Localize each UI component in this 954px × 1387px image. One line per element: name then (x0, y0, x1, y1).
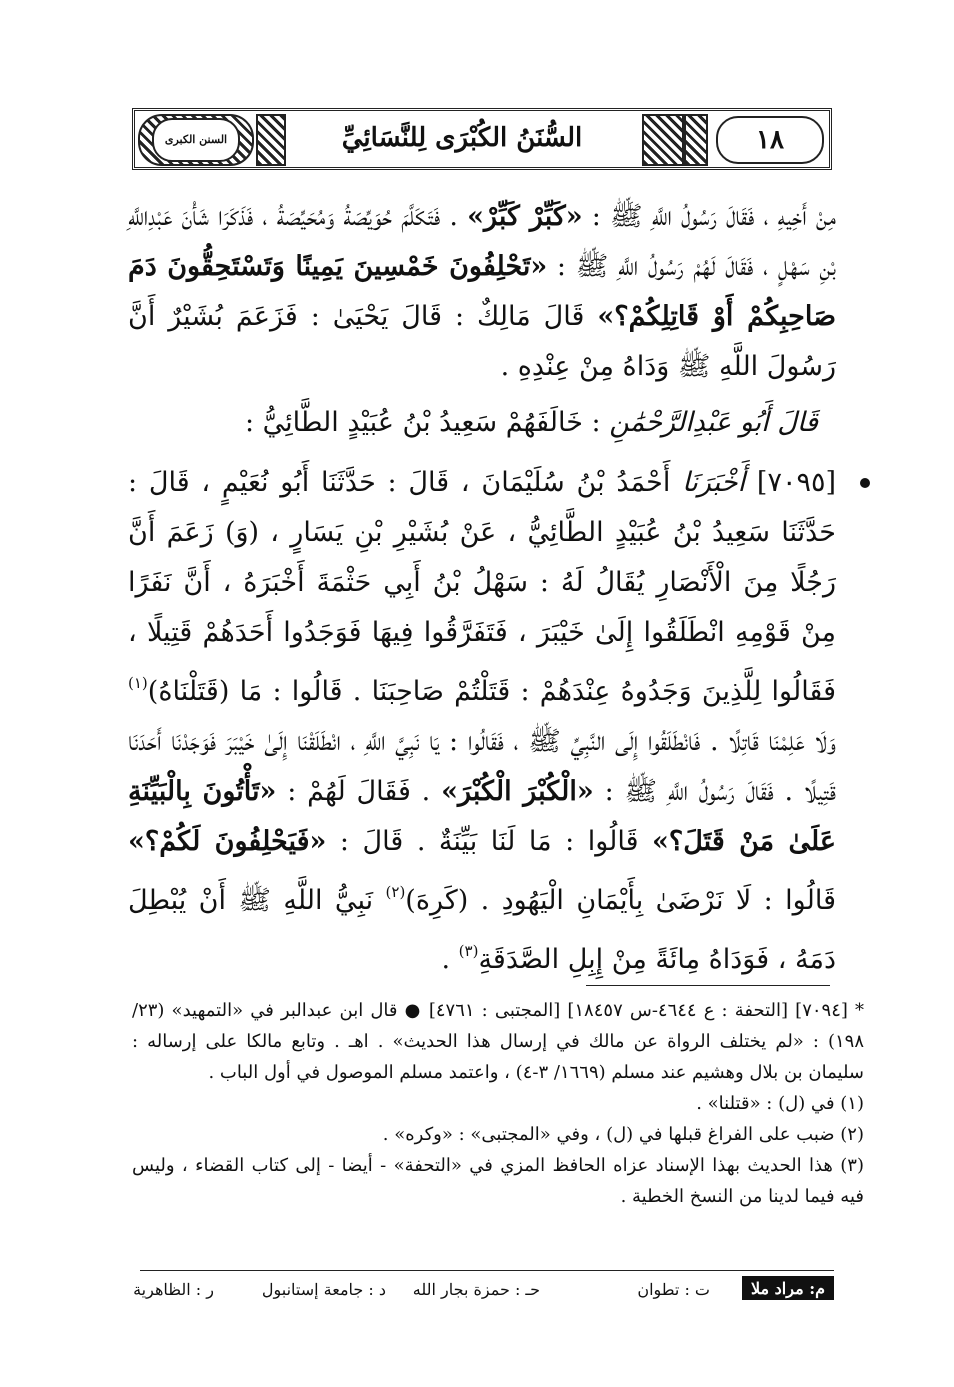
text-span: مِنْ أَخِيهِ ، فَقَالَ رَسُولُ اللَّهِ ﷺ : (582, 201, 836, 232)
ornament-right-small (684, 114, 708, 166)
text-span: وَلَا عَلِمْنَا قَاتِلًا . فَانْطَلَقُوا إِلَى النَّبِيِّ ﷺ ، فَقَالُوا : يَا نَبِيَّ اللَّهِ ، انْطَلَقْنَا إِلَىٰ خَيْبَرَ فَوَجَدْنَا أَحَدَنَا قَتِيلًا . فَقَالَ رَسُولُ اللَّهِ ﷺ : (128, 726, 836, 807)
manuscript-key (133, 1276, 834, 1306)
key-t: ت : تطوان (637, 1280, 710, 1299)
paragraph-continuation (128, 192, 836, 392)
prophet-quote: «تَحْلِفُونَ خَمْسِينَ يَمِينًا وَتَسْتَحِقُّونَ دَمَ صَاحِبِكُمْ أَوْ قَاتِلِكُمْ؟» (128, 251, 836, 332)
text-span: . فَقَالَ لَهُمْ : (276, 776, 442, 807)
seal-text: السنن الكبرى (164, 133, 228, 146)
prophet-quote: «كَبِّرْ كَبِّرْ» (467, 201, 583, 232)
text-span: . (441, 944, 459, 975)
footnote-ref: (٢) (385, 883, 406, 901)
book-title: السُّنَنُ الكُبْرَى لِلنَّسَائِيِّ (341, 123, 583, 153)
author-name: قَالَ أَبُو عَبْدِالرَّحْمَٰنِ (609, 407, 818, 438)
key-h: حـ : حمزة بجار الله (412, 1280, 540, 1299)
footnotes (132, 995, 864, 1212)
footnote-1: (١) في (ل) : «قتلنا» . (696, 1093, 864, 1114)
prophet-quote: «فَيَحْلِفُونَ لَكُمْ؟» (128, 826, 327, 857)
footnote-ref: (١) (128, 674, 148, 692)
text-span: قَالَ مَالِكٌ : قَالَ يَحْيَىٰ : فَزَعَمَ بُشَيْرٌ أَنَّ رَسُولَ اللَّهِ ﷺ وَدَاهُ مِنْ عِنْدِهِ . (128, 301, 836, 382)
key-r: ر : الظاهرية (133, 1280, 214, 1299)
prophet-quote: «الْكُبْرَ الْكُبْرَ» (441, 776, 594, 807)
text-span: أَحْمَدُ بْنُ سُلَيْمَانَ ، قَالَ : حَدَّثَنَا أَبُو نُعَيْمٍ ، قَالَ : حَدَّثَنَا سَعِيدُ بْنُ عُبَيْدٍ الطَّائِيُّ ، عَنْ بُشَيْرِ بْنِ يَسَارٍ ، (وَ) زَعَمَ أَنَّ رَجُلًا مِنَ الْأَنْصَارِ يُقَالُ لَهُ : سَهْلُ بْنُ أَبِي حَثْمَةَ أَخْبَرَهُ ، أَنَّ نَفَرًا مِنْ قَوْمِهِ انْطَلَقُوا إِلَىٰ خَيْبَرَ ، فَتَفَرَّقُوا فِيهَا فَوَجَدُوا أَحَدَهُمْ قَتِيلًا ، فَقَالُوا لِلَّذِينَ وَجَدُوهُ عِنْدَهُمْ : قَتَلْتُمْ صَاحِبَنَا . قَالُوا : مَا (قَتَلْنَاهُ) (128, 467, 836, 707)
prophet-quote: «تَأْتُونَ بِالْبَيِّنَةِ عَلَىٰ مَنْ قَتَلَ؟» (128, 776, 836, 857)
author-remark (128, 398, 836, 448)
ornament-middle (642, 114, 684, 166)
key-m: م: مراد ملا (742, 1276, 834, 1300)
text-span: : خَالَفَهُمْ سَعِيدُ بْنُ عُبَيْدٍ الطَّائِيُّ : (244, 407, 610, 438)
akhbarana-word: أَخْبَرَنَا (682, 467, 746, 498)
page-number: ١٨ (716, 116, 824, 164)
text-span: نَبِيُّ اللَّهِ ﷺ أَنْ يُبْطِلَ دَمَهُ ، فَوَدَاهُ مِائَةً مِنْ إِبِلِ الصَّدَقَةِ (128, 885, 836, 975)
footnote-3: (٣) هذا الحديث بهذا الإسناد عزاه الحافظ المزي في «التحفة» - أيضا - إلى كتاب القضاء ، وليس فيه فيما لدينا من النسخ الخطية . (132, 1155, 864, 1207)
hadith-number: [٧٠٩٥] (756, 467, 836, 498)
page-header (132, 108, 832, 170)
footer-rule (140, 1270, 834, 1271)
text-span: قَالُوا : لَا نَرْضَىٰ بِأَيْمَانِ الْيَهُودِ . (كَرِهَ) (405, 885, 836, 916)
hadith-7095 (128, 458, 836, 985)
book-seal (152, 118, 240, 162)
bullet-icon (860, 478, 870, 488)
ornament-left-small (256, 114, 286, 166)
footnote-separator (586, 985, 830, 986)
main-text (128, 192, 836, 985)
footnote-ref: (٣) (458, 942, 479, 960)
key-d: د : جامعة إستانبول (261, 1280, 386, 1299)
footnote-star: * [٧٠٩٤] [التحفة : ع ٤٦٤٤-س ١٨٤٥٧] [المجتبى : ٤٧٦١] ● قال ابن عبدالبر في «التمهيد» (٢٣/ ١٩٨) : «لم يختلف الرواة عن مالك في إرسال هذا الحديث» . اهـ . وتابع مالكا على إرساله : سليمان بن بلال وهشيم عند مسلم (١٦٦٩/ ٣-٤) ، واعتمد مسلم الموصول في أول الباب . (132, 1000, 864, 1083)
text-span: . فَتَكَلَّمَ حُوَيِّصَةُ وَمُحَيِّصَةُ ، فَذَكَرَا شَأْنَ عَبْدِاللَّهِ بْنِ سَهْلٍ ، فَقَالَ لَهُمْ رَسُولُ اللَّهِ ﷺ : (128, 201, 836, 282)
footnote-2: (٢) ضبب على الفراغ قبلها في (ل) ، وفي «المجتبى» : «وكره» . (382, 1124, 864, 1145)
text-span: قَالُوا : مَا لَنَا بَيِّنَةٌ . قَالَ : (326, 826, 653, 857)
